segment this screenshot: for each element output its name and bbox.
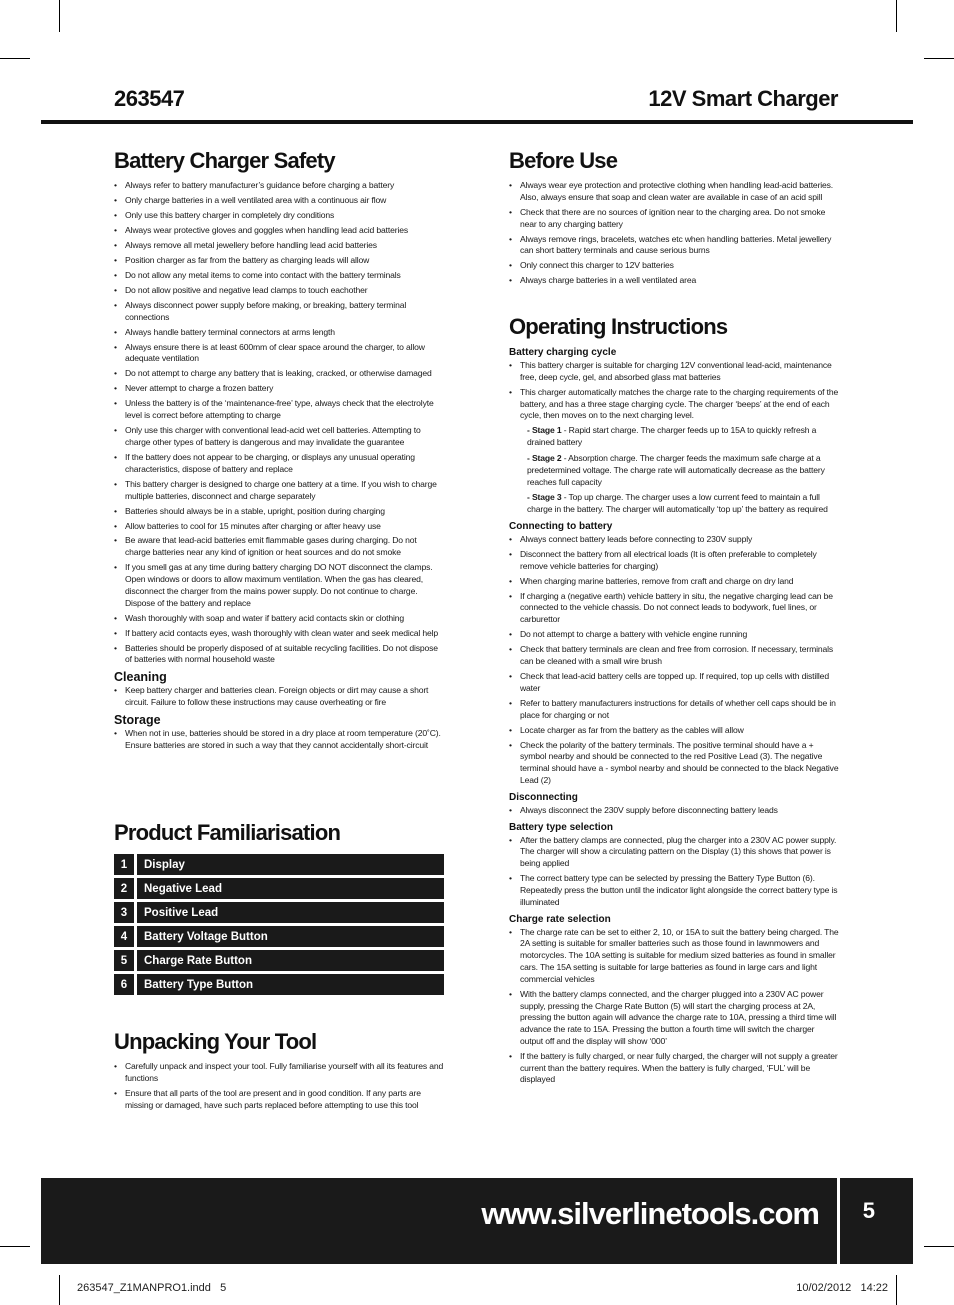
list-item: • Locate charger as far from the battery as the cables will allow (509, 725, 839, 737)
part-row (114, 878, 444, 899)
list-item: • Keep battery charger and batteries clean. Foreign objects or dirt may cause a short circuit. Failure to follow these instructions may cause overheating or fire (114, 685, 444, 709)
stage-text: - Absorption charge. The charger feeds the maximum safe charge at a predetermined voltage. The charge rate will automatically decrease as the battery reaches full capacity (527, 452, 825, 487)
list-item: • Do not allow any metal items to come into contact with the battery terminals (114, 270, 444, 282)
list-item: • Batteries should always be in a stable, upright, position during charging (114, 506, 444, 518)
stage-text: - Top up charge. The charger uses a low current feed to maintain a full charge in the battery. The charger will automatically ‘top up’ the battery as required (527, 492, 828, 515)
footer-divider (837, 1178, 840, 1264)
charge-rate-list (509, 927, 839, 1087)
part-row (114, 854, 444, 875)
cycle-heading: Battery charging cycle (509, 347, 617, 358)
part-row (114, 926, 444, 947)
part-label: Charge Rate Button (137, 950, 444, 971)
website-url: www.silverlinetools.com (481, 1196, 819, 1231)
stage-label: - Stage 2 (527, 452, 562, 463)
product-code: 263547 (114, 86, 185, 111)
list-item: • This battery charger is designed to charge one battery at a time. If you wish to charge multiple batteries, disconnect and charge separately (114, 479, 444, 503)
list-item: • Always wear protective gloves and goggles when handling lead acid batteries (114, 225, 444, 237)
list-item: • Allow batteries to cool for 15 minutes after charging or after heavy use (114, 521, 444, 533)
list-item: • Do not attempt to charge a battery with vehicle engine running (509, 629, 839, 641)
battery-type-list (509, 835, 839, 909)
stage-item (509, 425, 839, 449)
list-item: • Always disconnect the 230V supply before disconnecting battery leads (509, 805, 839, 817)
safety-list (114, 180, 444, 666)
list-item: • Do not allow positive and negative lead clamps to touch eachother (114, 285, 444, 297)
file-info: 263547_Z1MANPRO1.indd 5 (77, 1282, 227, 1294)
list-item: • Check the polarity of the battery terminals. The positive terminal should have a + symbol nearby and should be connected to the red Positive Lead (3). The negative terminal should have a - symbol nearby and should be connected to the black Negative Lead (2) (509, 740, 839, 787)
footer-bar (41, 1178, 913, 1264)
crop-mark (0, 1246, 30, 1247)
disconnecting-list (509, 805, 839, 817)
cleaning-heading: Cleaning (114, 670, 167, 685)
list-item: • Only use this charger with conventional lead-acid wet cell batteries. Attempting to charge other types of battery is dangerous and may invalidate the guarantee (114, 425, 444, 449)
part-label: Battery Type Button (137, 974, 444, 995)
list-item: • If charging a (negative earth) vehicle battery in situ, the negative charging lead can be connected to the vehicle chassis. Do not connect leads to bodywork, fuel lines, or carburettor (509, 591, 839, 626)
storage-heading: Storage (114, 713, 161, 728)
parts-list (114, 854, 444, 995)
list-item: • If you smell gas at any time during battery charging DO NOT disconnect the clamps. Open windows or doors to allow maximum ventilation. When the gas has cleared, disconnect the charger from the mains power supply. Do not continue to charge. Dispose of the battery and replace (114, 562, 444, 609)
familiarisation-section (114, 818, 444, 998)
part-number: 2 (114, 878, 134, 899)
list-item: • Position charger as far from the battery as charging leads will allow (114, 255, 444, 267)
list-item: • With the battery clamps connected, and the charger plugged into a 230V AC power supply, pressing the Charge Rate Button (5) will start the charging process at 2A, pressing the button again will advance the charge rate to 10A, pressing a third time will advance the rate to 15A. Pressing the button a fourth time will switch the charger output off and the display will show ‘000’ (509, 989, 839, 1048)
list-item: • Check that there are no sources of ignition near to the charging area. Do not smoke near to any charging battery (509, 207, 839, 231)
list-item: • Always disconnect power supply before making, or breaking, battery terminal connections (114, 300, 444, 324)
list-item: • Be aware that lead-acid batteries emit flammable gases during charging. Do not charge batteries near any kind of ignition or heat sources and do not smoke (114, 535, 444, 559)
list-item: • Always handle battery terminal connectors at arms length (114, 327, 444, 339)
unpacking-heading: Unpacking Your Tool (114, 1029, 317, 1054)
cleaning-list (114, 685, 444, 709)
list-item: • Wash thoroughly with soap and water if battery acid contacts skin or clothing (114, 613, 444, 625)
list-item: • Check that battery terminals are clean and free from corrosion. If necessary, terminals can be cleaned with a small wire brush (509, 644, 839, 668)
list-item: • Always charge batteries in a well ventilated area (509, 275, 839, 287)
crop-mark (0, 58, 30, 59)
connecting-list (509, 534, 839, 787)
stage-text: - Rapid start charge. The charger feeds up to 15A to quickly refresh a drained battery (527, 425, 817, 448)
list-item: • Carefully unpack and inspect your tool. Fully familiarise yourself with all its features and functions (114, 1061, 444, 1085)
list-item: • Disconnect the battery from all electrical loads (It is often preferable to completely remove vehicle batteries for charging) (509, 549, 839, 573)
before-use-section (509, 146, 839, 290)
part-number: 4 (114, 926, 134, 947)
before-use-list (509, 180, 839, 287)
list-item: • Always wear eye protection and protective clothing when handling lead-acid batteries. Also, always ensure that soap and clean water are available in case of an acid spill (509, 180, 839, 204)
part-row (114, 950, 444, 971)
list-item: • Unless the battery is of the ‘maintenance-free’ type, always check that the electrolyte level is correct before attempting to charge (114, 398, 444, 422)
charge-rate-heading: Charge rate selection (509, 913, 611, 925)
part-label: Positive Lead (137, 902, 444, 923)
list-item: • Always ensure there is at least 600mm of clear space around the charger, to allow adequate ventilation (114, 342, 444, 366)
operating-section (509, 312, 839, 1089)
list-item: • If the battery does not appear to be charging, or displays any unusual operating characteristics, dispose of battery and replace (114, 452, 444, 476)
operating-heading: Operating Instructions (509, 314, 728, 339)
list-item: • Do not attempt to charge any battery that is leaking, cracked, or otherwise damaged (114, 368, 444, 380)
list-item: • Never attempt to charge a frozen battery (114, 383, 444, 395)
list-item: • Batteries should be properly disposed of at suitable recycling facilities. Do not dispose of batteries with normal household waste (114, 643, 444, 667)
list-item: • Refer to battery manufacturers instructions for details of whether cell caps should be in place for charging or not (509, 698, 839, 722)
list-item: • Only connect this charger to 12V batteries (509, 260, 839, 272)
crop-mark (924, 1246, 954, 1247)
familiarisation-heading: Product Familiarisation (114, 820, 341, 845)
part-number: 6 (114, 974, 134, 995)
list-item: • Always refer to battery manufacturer’s guidance before charging a battery (114, 180, 444, 192)
safety-heading: Battery Charger Safety (114, 148, 335, 173)
stage-item (509, 492, 839, 516)
storage-list (114, 728, 444, 752)
list-item: • Only charge batteries in a well ventilated area with a continuous air flow (114, 195, 444, 207)
part-label: Battery Voltage Button (137, 926, 444, 947)
page-number: 5 (862, 1198, 875, 1223)
unpacking-list (114, 1061, 444, 1111)
part-row (114, 902, 444, 923)
list-item: • Check that lead-acid battery cells are topped up. If required, top up cells with distilled water (509, 671, 839, 695)
list-item: • Always connect battery leads before connecting to 230V supply (509, 534, 839, 546)
list-item: • If the battery is fully charged, or near fully charged, the charger will not supply a greater current than the battery requires. When the battery is fully charged, ‘FUL’ will be displayed (509, 1051, 839, 1086)
list-item: • Always remove all metal jewellery before handling lead acid batteries (114, 240, 444, 252)
stage-label: - Stage 3 (527, 492, 562, 503)
connecting-heading: Connecting to battery (509, 520, 613, 532)
disconnecting-heading: Disconnecting (509, 791, 578, 803)
part-number: 3 (114, 902, 134, 923)
part-row (114, 974, 444, 995)
list-item: • This battery charger is suitable for charging 12V conventional lead-acid, maintenance free, deep cycle, gel, and absorbed glass mat batteries (509, 360, 839, 384)
file-date: 10/02/2012 14:22 (796, 1282, 888, 1294)
list-item: • The charge rate can be set to either 2, 10, or 15A to suit the battery being charged. The 2A setting is suitable for smaller batteries such as those found in lawnmowers and motorcycles. The 10A setting is suitable for medium sized batteries as found in smaller cars. The 15A setting is suitable for large batteries as found in large cars and light commercial vehicles (509, 927, 839, 986)
list-item: • The correct battery type can be selected by pressing the Battery Type Button (6). Repeatedly press the button until the indicator light alongside the correct battery type is illuminated (509, 873, 839, 908)
part-label: Negative Lead (137, 878, 444, 899)
product-title: 12V Smart Charger (648, 86, 838, 111)
part-number: 5 (114, 950, 134, 971)
list-item: • After the battery clamps are connected, plug the charger into a 230V AC power supply. The charger will show a circulating pattern on the Display (1) this shows that power is being applied (509, 835, 839, 870)
stage-item (509, 453, 839, 488)
part-label: Display (137, 854, 444, 875)
safety-section (114, 146, 444, 752)
unpacking-section (114, 1027, 444, 1115)
list-item: • Always remove rings, bracelets, watches etc when handling batteries. Metal jewellery can short battery terminals and cause serious burns (509, 234, 839, 258)
list-item: • Only use this battery charger in completely dry conditions (114, 210, 444, 222)
cycle-list (509, 360, 839, 422)
crop-mark (924, 58, 954, 59)
list-item: • When charging marine batteries, remove from craft and charge on dry land (509, 576, 839, 588)
left-column (114, 146, 444, 755)
crop-mark (896, 1275, 897, 1305)
crop-mark (59, 0, 60, 32)
list-item: • If battery acid contacts eyes, wash thoroughly with clean water and seek medical help (114, 628, 444, 640)
battery-type-heading: Battery type selection (509, 821, 613, 833)
list-item: • When not in use, batteries should be stored in a dry place at room temperature (20˚C). Ensure batteries are stored in such a way that they cannot accidentally short-circuit (114, 728, 444, 752)
part-number: 1 (114, 854, 134, 875)
stage-label: - Stage 1 (527, 425, 562, 436)
list-item: • This charger automatically matches the charge rate to the charging requirements of the battery, and has a three stage charging cycle. The charger ‘beeps’ at the end of each cycle, then moves on to the next charging level. (509, 387, 839, 422)
list-item: • Ensure that all parts of the tool are present and in good condition. If any parts are missing or damaged, have such parts replaced before attempting to use this tool (114, 1088, 444, 1112)
crop-mark (59, 1275, 60, 1305)
before-use-heading: Before Use (509, 148, 618, 173)
header-rule (41, 120, 913, 124)
crop-mark (896, 0, 897, 32)
